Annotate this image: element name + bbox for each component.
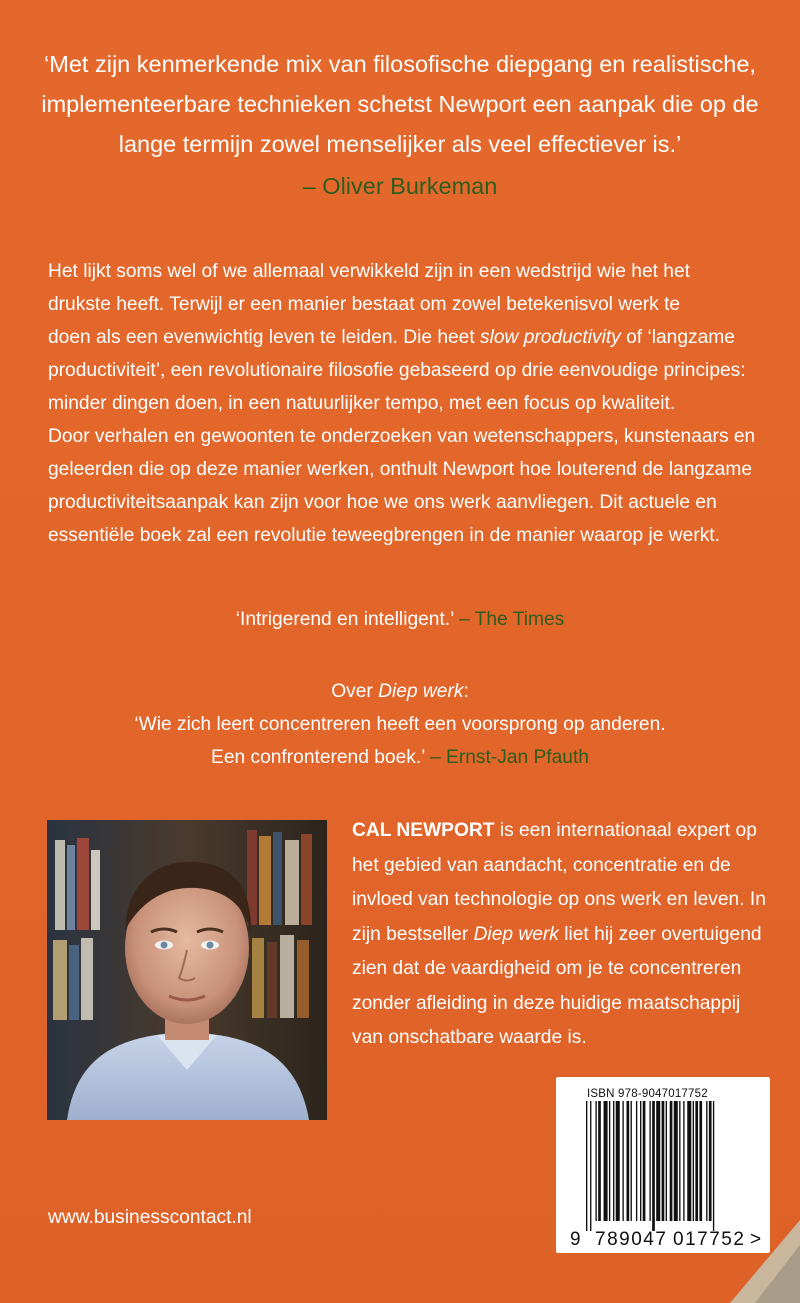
author-name: CAL NEWPORT	[352, 820, 495, 841]
times-quote-attribution	[459, 609, 564, 630]
times-quote-text: ‘Intrigerend en intelligent.’	[235, 609, 460, 630]
barcode-bar	[640, 1101, 641, 1221]
blurb-line-8: productiviteitsaanpak kan zijn voor hoe we ons werk aanvliegen. Dit actuele en	[48, 492, 717, 513]
barcode-bar	[666, 1101, 667, 1221]
barcode-bar	[598, 1101, 601, 1221]
diep-werk-line-1: ‘Wie zich leert concentreren heeft een voorsprong op anderen.	[134, 714, 666, 735]
diep-werk-attribution: – Ernst-Jan Pfauth	[430, 747, 589, 768]
times-quote-line	[40, 603, 760, 636]
blurb-line-3-text: doen als een evenwichtig leven te leiden. Die heet	[48, 327, 481, 348]
barcode-digit-first: 9	[570, 1229, 581, 1250]
barcode-digits-right: 017752	[673, 1229, 746, 1250]
blurb-line-3	[48, 321, 768, 354]
bio-line-4-tail: liet hij zeer overtuigend	[558, 923, 762, 945]
diep-werk-quote	[40, 675, 760, 774]
barcode-bar	[709, 1101, 712, 1221]
corner-badge-shape	[720, 1200, 800, 1303]
barcode-bar	[622, 1101, 623, 1221]
barcode-bar	[631, 1101, 632, 1221]
barcode-bar	[683, 1101, 684, 1221]
diep-werk-over: Over	[331, 681, 379, 702]
barcode-bar	[656, 1101, 660, 1221]
author-photo-image	[47, 820, 327, 1120]
publisher-website[interactable]: www.businesscontact.nl	[48, 1207, 252, 1228]
barcode-bar	[636, 1101, 637, 1221]
blurb-line-6: Door verhalen en gewoonten te onderzoeken van wetenschappers, kunstenaars en	[48, 426, 756, 447]
barcode-bar	[643, 1101, 646, 1221]
top-quote-attribution: – Oliver Burkeman	[302, 173, 498, 199]
book-blurb	[48, 255, 768, 552]
barcode-digits-left: 789047	[595, 1229, 668, 1250]
bio-line-4	[352, 918, 772, 953]
barcode-bar	[649, 1101, 650, 1221]
blurb-slow-productivity: slow productivity	[480, 327, 621, 348]
barcode-quiet-mark: >	[750, 1229, 762, 1250]
diep-werk-colon: :	[463, 681, 469, 702]
author-photo	[47, 820, 327, 1120]
blurb-line-3-tail: of ‘langzame	[620, 327, 735, 348]
diep-werk-intro	[40, 675, 760, 708]
bio-line-5: zien dat de vaardigheid om je te concentreren	[352, 958, 742, 979]
barcode-bar	[670, 1101, 673, 1221]
blurb-line-1: Het lijkt soms wel of we allemaal verwikkeld zijn in een wedstrijd wie het het	[48, 261, 690, 282]
bio-line-4-text: zijn bestseller	[352, 923, 474, 945]
barcode-bar	[662, 1101, 665, 1221]
diep-werk-line-2-text: Een confronterend boek.’	[211, 747, 431, 768]
blurb-line-4: productiviteit’, een revolutionaire filosofie gebaseerd op drie eenvoudige principes:	[48, 360, 746, 381]
bio-line-1	[352, 814, 772, 849]
barcode-bar	[627, 1101, 630, 1221]
barcode-bar	[687, 1101, 691, 1221]
barcode-bar	[590, 1101, 591, 1231]
barcode-bar	[706, 1101, 707, 1221]
bio-book-title: Diep werk	[473, 923, 559, 945]
barcode-bar	[679, 1101, 680, 1221]
barcode-bar	[595, 1101, 596, 1221]
barcode-bar	[713, 1101, 714, 1231]
barcode-bar	[604, 1101, 608, 1221]
bio-line-7: van onschatbare waarde is.	[352, 1027, 587, 1048]
top-quote-line-2: implementeerbare technieken schetst Newport een aanpak die op de	[41, 91, 759, 117]
barcode-bar	[695, 1101, 698, 1221]
bio-line-6: zonder afleiding in deze huidige maatschappij	[352, 992, 741, 1014]
bio-line-2: het gebied van aandacht, concentratie en de	[352, 854, 731, 876]
blurb-line-2: drukste heeft. Terwijl er een manier bestaat om zowel betekenisvol werk te	[48, 294, 681, 315]
author-bio	[352, 814, 772, 1056]
blurb-line-7: geleerden die op deze manier werken, onthult Newport hoe louterend de langzame	[48, 459, 752, 480]
bio-line-1-text: is een internationaal expert op	[494, 820, 757, 841]
barcode-bar	[693, 1101, 694, 1221]
barcode-bar	[652, 1101, 655, 1231]
top-quote-line-3: lange termijn zowel menselijker als veel effectiever is.’	[118, 131, 682, 157]
barcode-bar	[609, 1101, 610, 1221]
isbn-label: ISBN 978-9047017752	[587, 1088, 708, 1100]
barcode-bar	[613, 1101, 614, 1221]
barcode-bar	[699, 1101, 702, 1221]
times-quote	[40, 603, 760, 636]
diep-werk-line-2	[40, 741, 760, 774]
corner-badge	[720, 1200, 800, 1303]
blurb-line-9: essentiële boek zal een revolutie teweegbrengen in de manier waarop je werkt.	[48, 525, 720, 546]
bio-line-3: invloed van technologie op ons werk en leven. In	[352, 889, 766, 910]
diep-werk-title: Diep werk	[378, 681, 464, 702]
barcode-bar	[674, 1101, 678, 1221]
top-quote-line-1: ‘Met zijn kenmerkende mix van filosofische diepgang en realistische,	[44, 51, 756, 77]
times-quote-source: – The Times	[459, 609, 565, 630]
barcode-bar	[616, 1101, 620, 1221]
barcode-bar	[586, 1101, 587, 1231]
top-quote	[40, 44, 760, 206]
blurb-line-5: minder dingen doen, in een natuurlijker tempo, met een focus op kwaliteit.	[48, 393, 676, 414]
